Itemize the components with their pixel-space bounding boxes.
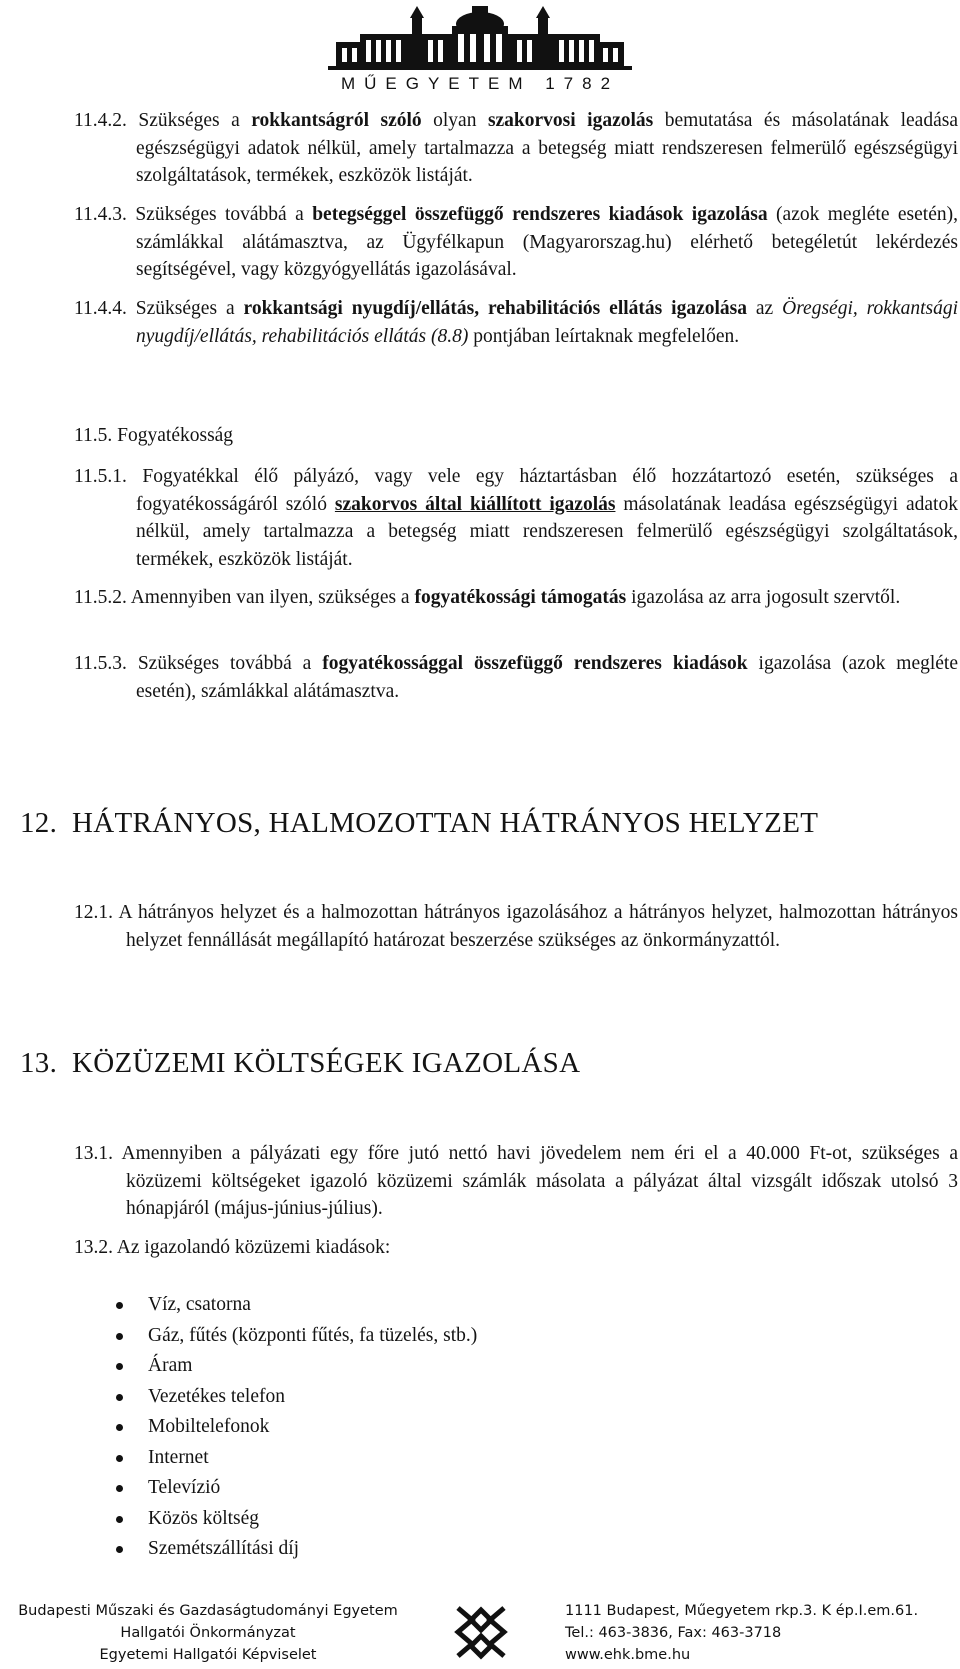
paragraph-11-5-2 xyxy=(74,584,958,612)
paragraph-11-4-4 xyxy=(74,295,958,350)
bullet-icon xyxy=(116,1546,123,1553)
paragraph-number: 11.4.4. xyxy=(74,298,127,319)
paragraph-number: 12.1. xyxy=(74,902,113,923)
list-item xyxy=(110,1351,477,1382)
paragraph-text: Fogyatékkal élő pályázó, vagy vele egy háztartásban élő hozzátartozó esetén, szükséges a fogyatékosságáról szóló xyxy=(126,466,958,515)
chapter-heading-12 xyxy=(20,807,818,840)
footer-representation: Egyetemi Hallgatói Képviselet xyxy=(99,1647,317,1663)
bullet-icon xyxy=(116,1424,123,1431)
bold-underlined-text: szakorvos által kiállított igazolás xyxy=(334,493,616,515)
paragraph-text: másolatának leadása egészségügyi adatok nélkül, amely tartalmazza a betegség miatt rendszeresen felmerülő egészségügyi szolgáltatások, termékek, eszközök listáját. xyxy=(136,493,958,570)
utility-expense-list xyxy=(110,1290,477,1565)
paragraph-13-2 xyxy=(74,1234,958,1262)
bold-text: fogyatékossági támogatás xyxy=(414,587,627,608)
list-item-text: Televízió xyxy=(148,1477,221,1498)
chapter-title: HÁTRÁNYOS, HALMOZOTTAN HÁTRÁNYOS HELYZET xyxy=(72,807,819,839)
bold-text: fogyatékossággal összefüggő rendszeres kiadások xyxy=(322,653,748,674)
paragraph-12-1 xyxy=(74,899,958,954)
list-item-text: Víz, csatorna xyxy=(148,1294,251,1315)
paragraph-11-4-2 xyxy=(74,107,958,190)
italic-reference: Öregségi, rokkantsági nyugdíj/ellátás, rehabilitációs ellátás (8.8) xyxy=(136,298,958,347)
paragraph-text: Az igazolandó közüzemi kiadások: xyxy=(113,1237,391,1258)
footer-address: 1111 Budapest, Műegyetem rkp.3. K ép.I.em.61. xyxy=(565,1603,919,1619)
bullet-icon xyxy=(116,1333,123,1340)
bullet-icon xyxy=(116,1455,123,1462)
bullet-icon xyxy=(116,1363,123,1370)
paragraph-13-1 xyxy=(74,1140,958,1223)
bold-text: rokkantsági nyugdíj/ellátás, rehabilitációs ellátás igazolása xyxy=(243,298,747,319)
list-item-text: Szemétszállítási díj xyxy=(148,1538,300,1559)
footer-website-link[interactable]: www.ehk.bme.hu xyxy=(565,1647,691,1663)
list-item-text: Mobiltelefonok xyxy=(148,1416,270,1437)
footer-contact xyxy=(565,1600,955,1666)
list-item-text: Áram xyxy=(148,1355,193,1376)
bold-text: betegséggel összefüggő rendszeres kiadások igazolása xyxy=(312,204,768,225)
section-heading-11-5: 11.5. Fogyatékosság xyxy=(74,425,234,446)
chapter-heading-13 xyxy=(20,1047,580,1080)
paragraph-text: Amennyiben a pályázati egy főre jutó nettó havi jövedelem nem éri el a 40.000 Ft-ot, szükséges a közüzemi költségeket igazoló közüzemi számlák másolata a pályázat által vizsgált időszak utolsó 3 hónapjáról (május-június-július). xyxy=(113,1143,958,1219)
paragraph-text: igazolása (azok megléte esetén), számlákkal alátámasztva. xyxy=(136,653,958,702)
paragraph-text: Szükséges továbbá a xyxy=(126,653,323,674)
list-item-text: Gáz, fűtés (központi fűtés, fa tüzelés, stb.) xyxy=(148,1324,478,1346)
paragraph-text: Szükséges a xyxy=(126,298,244,319)
paragraph-text: Szükséges a xyxy=(126,110,252,131)
bullet-icon xyxy=(116,1302,123,1309)
list-item-text: Közös költség xyxy=(148,1507,260,1529)
chapter-number: 12. xyxy=(20,807,58,839)
paragraph-text: igazolása az arra jogosult szervtől. xyxy=(626,587,901,608)
paragraph-text: olyan xyxy=(421,110,488,131)
list-item xyxy=(110,1412,477,1443)
paragraph-number: 13.2. xyxy=(74,1237,113,1258)
paragraph-number: 11.4.3. xyxy=(74,204,127,225)
paragraph-11-5-3 xyxy=(74,650,958,705)
paragraph-text: (azok megléte esetén), számlákkal alátámasztva, az Ügyfélkapun (Magyarorszag.hu) elérhető betegéletút lekérdezés segítségével, vagy közgyógyellátás igazolásával. xyxy=(136,204,958,280)
chapter-number: 13. xyxy=(20,1047,58,1079)
list-item-text: Internet xyxy=(148,1446,209,1468)
ehk-logo-icon xyxy=(448,1600,514,1666)
list-item xyxy=(110,1382,477,1413)
bold-text: szakorvosi igazolás xyxy=(487,110,654,131)
footer-organization xyxy=(8,1600,408,1666)
logo-caption: MŰEGYETEM 1782 xyxy=(340,74,620,93)
paragraph-11-5-1 xyxy=(74,463,958,573)
paragraph-text: pontjában leírtaknak megfelelően. xyxy=(468,325,740,347)
paragraph-text: Szükséges továbbá a xyxy=(126,204,313,225)
footer-university-name: Budapesti Műszaki és Gazdaságtudományi Egyetem xyxy=(18,1603,398,1619)
list-item-text: Vezetékes telefon xyxy=(148,1385,285,1407)
paragraph-text: Amennyiben van ilyen, szükséges a xyxy=(126,587,415,608)
paragraph-number: 11.4.2. xyxy=(74,110,127,131)
paragraph-text: bemutatása és másolatának leadása egészségügyi adatok nélkül, amely tartalmazza a betegség miatt rendszeresen felmerülő egészségügyi szolgáltatások, termékek, eszközök listáját. xyxy=(136,110,958,186)
list-item xyxy=(110,1473,477,1504)
paragraph-number: 13.1. xyxy=(74,1143,113,1164)
paragraph-number: 11.5.1. xyxy=(74,466,127,487)
list-item xyxy=(110,1290,477,1321)
list-item xyxy=(110,1534,477,1565)
bold-text: rokkantságról szóló xyxy=(251,110,422,131)
chapter-title: KÖZÜZEMI KÖLTSÉGEK IGAZOLÁSA xyxy=(72,1047,581,1079)
paragraph-text: az xyxy=(746,298,783,319)
page-footer xyxy=(0,1600,960,1669)
bullet-icon xyxy=(116,1485,123,1492)
bullet-icon xyxy=(116,1516,123,1523)
list-item xyxy=(110,1504,477,1535)
footer-student-government: Hallgatói Önkormányzat xyxy=(120,1625,296,1641)
paragraph-number: 11.5.3. xyxy=(74,653,127,674)
paragraph-text: A hátrányos helyzet és a halmozottan hátrányos igazolásához a hátrányos helyzet, halmozottan hátrányos helyzet fennállását megállapító határozat beszerzése szükséges az önkormányzattól. xyxy=(113,902,958,951)
bullet-icon xyxy=(116,1394,123,1401)
list-item xyxy=(110,1443,477,1474)
list-item xyxy=(110,1321,477,1352)
paragraph-11-4-3 xyxy=(74,201,958,284)
footer-phone: Tel.: 463-3836, Fax: 463-3718 xyxy=(565,1625,782,1641)
paragraph-number: 11.5.2. xyxy=(74,587,127,608)
